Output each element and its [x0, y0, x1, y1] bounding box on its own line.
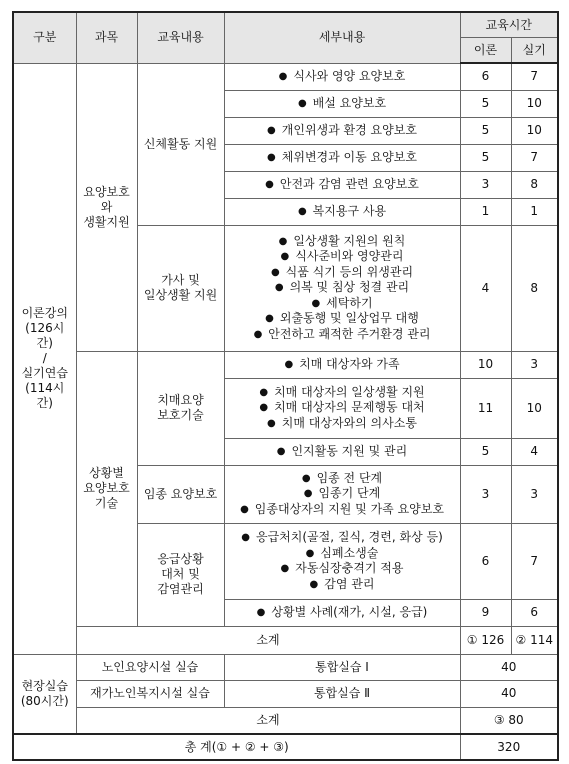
total-row	[13, 734, 558, 760]
practice-hours: 7	[511, 144, 558, 171]
detail-item: ● 임종 전 단계	[229, 471, 456, 487]
detail-item: ● 자동심장충격기 적용	[229, 561, 456, 577]
field-content-1: 통합실습 Ⅰ	[224, 654, 460, 680]
practice-hours: 3	[511, 351, 558, 378]
theory-hours: 11	[460, 378, 511, 438]
detail-item: ● 응급처치(골절, 질식, 경련, 화상 등)	[229, 530, 456, 546]
subtotal-practice: ② 114	[511, 626, 558, 654]
content-physical-activity: 신체활동 지원	[137, 63, 224, 225]
practice-hours: 7	[511, 523, 558, 599]
detail-cell	[224, 225, 460, 351]
theory-hours: 5	[460, 438, 511, 465]
detail-item: ● 인지활동 지원 및 관리	[229, 444, 456, 460]
practice-hours: 7	[511, 63, 558, 90]
detail-item: ● 일상생활 지원의 원칙	[229, 234, 456, 250]
practice-hours: 6	[511, 599, 558, 626]
detail-item: ● 개인위생과 환경 요양보호	[229, 123, 456, 139]
theory-hours: 1	[460, 198, 511, 225]
field-hours-2: 40	[460, 680, 558, 707]
content-housework: 가사 및 일상생활 지원	[137, 225, 224, 351]
subject-situational-care: 상황별 요양보호 기술	[76, 351, 137, 626]
detail-cell	[224, 171, 460, 198]
detail-item: ● 외출동행 및 일상업무 대행	[229, 311, 456, 327]
detail-item: ● 식품 식기 등의 위생관리	[229, 265, 456, 281]
detail-item: ● 임종기 단계	[229, 486, 456, 502]
field-subject-2: 재가노인복지시설 실습	[76, 680, 224, 707]
theory-hours: 6	[460, 63, 511, 90]
detail-item: ● 안전하고 쾌적한 주거환경 관리	[229, 327, 456, 343]
practice-hours: 1	[511, 198, 558, 225]
practice-hours: 10	[511, 90, 558, 117]
detail-item: ● 복지용구 사용	[229, 204, 456, 220]
detail-item: ● 안전과 감염 관련 요양보호	[229, 177, 456, 193]
detail-item: ● 심폐소생술	[229, 546, 456, 562]
header-practice: 실기	[511, 38, 558, 64]
practice-hours: 3	[511, 465, 558, 523]
detail-cell	[224, 90, 460, 117]
detail-cell	[224, 63, 460, 90]
practice-hours: 10	[511, 117, 558, 144]
theory-hours: 3	[460, 171, 511, 198]
detail-cell	[224, 438, 460, 465]
detail-item: ● 식사와 영양 요양보호	[229, 69, 456, 85]
theory-category-cell: 이론강의 (126시간) / 실기연습 (114시간)	[13, 63, 76, 654]
detail-item: ● 감염 관리	[229, 577, 456, 593]
detail-cell	[224, 351, 460, 378]
header-content: 교육내용	[137, 12, 224, 63]
subtotal-theory: ① 126	[460, 626, 511, 654]
table-row	[13, 680, 558, 707]
theory-hours: 5	[460, 90, 511, 117]
table-row	[13, 351, 558, 378]
header-hours: 교육시간	[460, 12, 558, 38]
subject-care-living: 요양보호와 생활지원	[76, 63, 137, 351]
content-dementia-care: 치매요양 보호기술	[137, 351, 224, 465]
detail-cell	[224, 144, 460, 171]
detail-item: ● 임종대상자의 지원 및 가족 요양보호	[229, 502, 456, 518]
detail-item: ● 치매 대상자의 문제행동 대처	[229, 400, 456, 416]
theory-hours: 9	[460, 599, 511, 626]
content-emergency: 응급상황 대처 및 감염관리	[137, 523, 224, 626]
subtotal-row	[13, 626, 558, 654]
detail-item: ● 치매 대상자와의 의사소통	[229, 416, 456, 432]
total-label: 총 계(① + ② + ③)	[13, 734, 460, 760]
detail-item: ● 치매 대상자와 가족	[229, 357, 456, 373]
field-content-2: 통합실습 Ⅱ	[224, 680, 460, 707]
header-subject: 과목	[76, 12, 137, 63]
theory-hours: 5	[460, 117, 511, 144]
field-category-cell: 현장실습 (80시간)	[13, 654, 76, 734]
curriculum-table	[12, 11, 559, 761]
header-theory: 이론	[460, 38, 511, 64]
theory-hours: 3	[460, 465, 511, 523]
field-subtotal-hours: ③ 80	[460, 707, 558, 734]
detail-cell	[224, 523, 460, 599]
header-category: 구분	[13, 12, 76, 63]
table-row	[13, 654, 558, 680]
detail-item: ● 식사준비와 영양관리	[229, 249, 456, 265]
field-hours-1: 40	[460, 654, 558, 680]
theory-hours: 6	[460, 523, 511, 599]
practice-hours: 10	[511, 378, 558, 438]
practice-hours: 8	[511, 171, 558, 198]
detail-item: ● 상황별 사례(재가, 시설, 응급)	[229, 605, 456, 621]
subtotal-row	[13, 707, 558, 734]
detail-cell	[224, 198, 460, 225]
table-row	[13, 63, 558, 90]
detail-item: ● 치매 대상자의 일상생활 지원	[229, 385, 456, 401]
theory-hours: 4	[460, 225, 511, 351]
detail-cell	[224, 465, 460, 523]
detail-item: ● 의복 및 침상 청결 관리	[229, 280, 456, 296]
subtotal-label: 소계	[76, 626, 460, 654]
field-subtotal-label: 소계	[76, 707, 460, 734]
content-end-of-life: 임종 요양보호	[137, 465, 224, 523]
field-subject-1: 노인요양시설 실습	[76, 654, 224, 680]
total-hours: 320	[460, 734, 558, 760]
detail-cell	[224, 117, 460, 144]
detail-item: ● 세탁하기	[229, 296, 456, 312]
theory-hours: 10	[460, 351, 511, 378]
practice-hours: 8	[511, 225, 558, 351]
practice-hours: 4	[511, 438, 558, 465]
detail-cell	[224, 378, 460, 438]
header-detail: 세부내용	[224, 12, 460, 63]
detail-item: ● 배설 요양보호	[229, 96, 456, 112]
detail-item: ● 체위변경과 이동 요양보호	[229, 150, 456, 166]
theory-hours: 5	[460, 144, 511, 171]
detail-cell	[224, 599, 460, 626]
